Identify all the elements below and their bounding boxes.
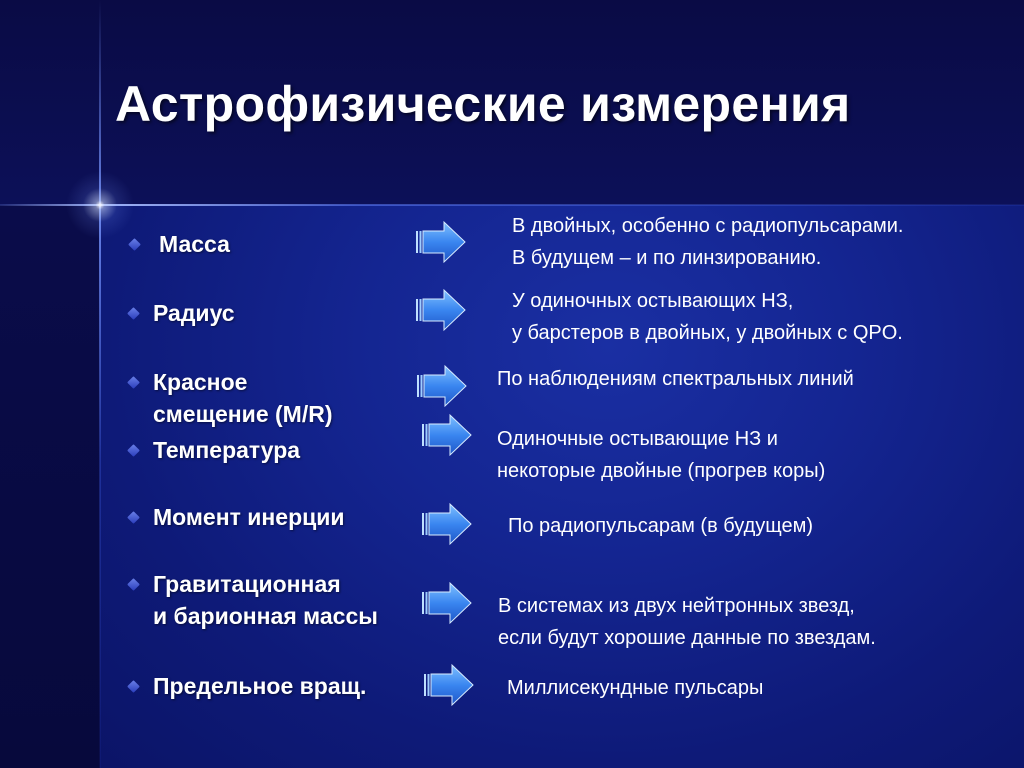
- note-mass-line2: В будущем – и по линзированию.: [512, 247, 822, 269]
- note-grav-mass: [498, 590, 876, 654]
- bullet-grav-line1: Гравитационная: [153, 571, 341, 597]
- note-temperature-line1: Одиночные остывающие НЗ и: [497, 428, 778, 450]
- note-radius: [512, 285, 903, 349]
- bullet-grav-line2: и барионная массы: [153, 603, 378, 629]
- note-redshift: По наблюдениям спектральных линий: [497, 368, 854, 390]
- horizontal-light-line: [0, 204, 1024, 206]
- right-arrow-icon: [424, 663, 474, 707]
- note-moment: По радиопульсарам (в будущем): [508, 515, 814, 537]
- right-arrow-icon: [422, 581, 472, 625]
- right-arrow-icon: [422, 502, 472, 546]
- bullet-grav-baryon-mass: [153, 568, 378, 632]
- note-radius-line1: У одиночных остывающих НЗ,: [512, 290, 794, 312]
- bullet-redshift-line2: смещение (M/R): [153, 401, 333, 427]
- right-arrow-icon: [416, 220, 466, 264]
- note-temperature-line2: некоторые двойные (прогрев коры): [497, 460, 826, 482]
- right-arrow-icon: [422, 413, 472, 457]
- note-mass: [512, 210, 903, 274]
- left-band: [0, 205, 100, 768]
- right-arrow-icon: [417, 364, 467, 408]
- note-mass-line1: В двойных, особенно с радиопульсарами.: [512, 215, 904, 237]
- bullet-limit-rotation: Предельное вращ.: [153, 673, 367, 699]
- star-sparkle-icon: [60, 165, 140, 245]
- note-grav-line1: В системах из двух нейтронных звезд,: [498, 595, 855, 617]
- bullet-redshift: [153, 366, 333, 430]
- bullet-redshift-line1: Красное: [153, 369, 248, 395]
- bullet-radius: Радиус: [153, 300, 235, 326]
- slide-title: Астрофизические измерения: [115, 76, 851, 132]
- bullet-mass: Масса: [159, 231, 230, 257]
- bullet-moment-of-inertia: Момент инерции: [153, 504, 345, 530]
- note-grav-line2: если будут хорошие данные по звездам.: [498, 627, 876, 649]
- right-arrow-icon: [416, 288, 466, 332]
- bullet-temperature: Температура: [153, 437, 301, 463]
- note-temperature: [497, 423, 825, 487]
- note-radius-line2: у барстеров в двойных, у двойных с QPO.: [512, 322, 903, 344]
- note-rotation: Миллисекундные пульсары: [507, 677, 764, 699]
- vertical-light-line: [99, 0, 101, 768]
